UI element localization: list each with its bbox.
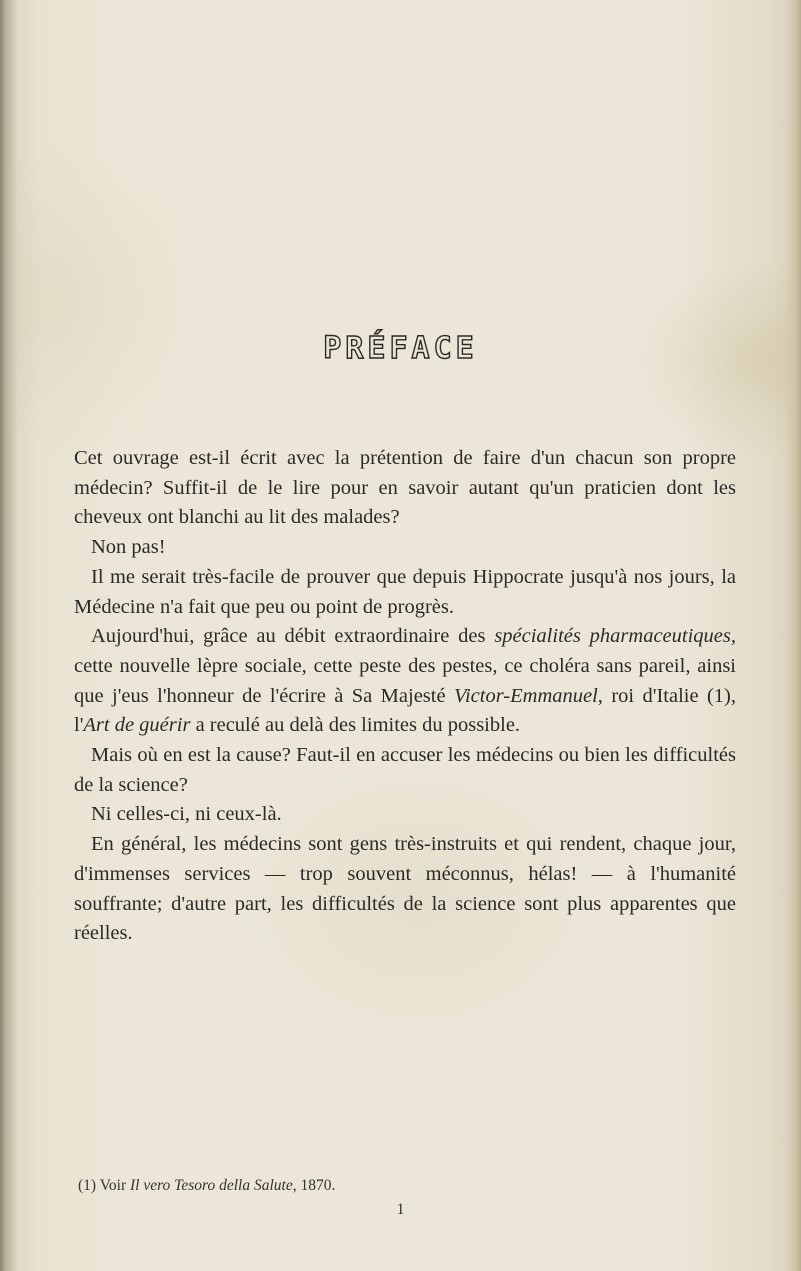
italic-text: spécialités pharmaceutiques <box>494 625 731 648</box>
paragraph-text: Mais où en est la cause? Faut-il en accuser les médecins ou bien les difficultés de la science? <box>74 744 736 796</box>
paragraph-text: , roi d'Italie (1), l' <box>74 684 736 737</box>
paragraph-text: Il me serait très-facile de prouver que depuis Hippocrate jusqu'à nos jours, la Médecine n'a fait que peu ou point de progrès. <box>74 565 736 618</box>
page-number: 1 <box>396 1201 405 1218</box>
paragraph-text: Cet ouvrage est-il écrit avec la prétention de faire d'un chacun son propre médecin? Suffit-il de le lire pour en savoir autant qu'un praticien dont les cheveux ont blanchi au lit des malades? <box>74 447 736 529</box>
paragraph-6 <box>74 800 736 830</box>
italic-text: Victor-Emmanuel <box>453 684 598 707</box>
footnote-marker: (1) <box>78 1177 97 1194</box>
paragraph-2 <box>74 533 736 563</box>
footnote <box>78 1177 335 1195</box>
paragraph-text: a reculé au delà des limites du possible. <box>190 714 521 737</box>
paragraph-text: Non pas! <box>91 536 166 559</box>
preface-heading: PRÉFACE <box>323 331 478 366</box>
footnote-title: Il vero Tesoro della Salute <box>129 1177 293 1194</box>
paragraph-text: , cette nouvelle lèpre sociale, cette peste des pestes, ce choléra sans pareil, ainsi que j'eus l'honneur de l'écrire à Sa Majesté <box>74 625 736 707</box>
paragraph-4 <box>74 622 736 741</box>
paragraph-5 <box>74 741 736 800</box>
body-text <box>74 444 736 949</box>
page-edge-shadow <box>787 0 801 1271</box>
paragraph-text: En général, les médecins sont gens très-instruits et qui rendent, chaque jour, d'immenses services — trop souvent méconnus, hélas! — à l'humanité souffrante; d'autre part, les difficultés de la science sont plus apparentes que réelles. <box>74 833 736 945</box>
paragraph-text: Ni celles-ci, ni ceux-là. <box>91 803 282 826</box>
paragraph-text: Aujourd'hui, grâce au débit extraordinaire des <box>91 625 495 648</box>
paragraph-3 <box>74 563 736 622</box>
footnote-suffix: , 1870. <box>292 1177 336 1194</box>
footnote-prefix: Voir <box>99 1177 130 1194</box>
paragraph-1 <box>74 444 736 533</box>
italic-text: Art de guérir <box>83 714 191 737</box>
paragraph-7 <box>74 830 736 949</box>
binding-shadow <box>0 0 18 1271</box>
